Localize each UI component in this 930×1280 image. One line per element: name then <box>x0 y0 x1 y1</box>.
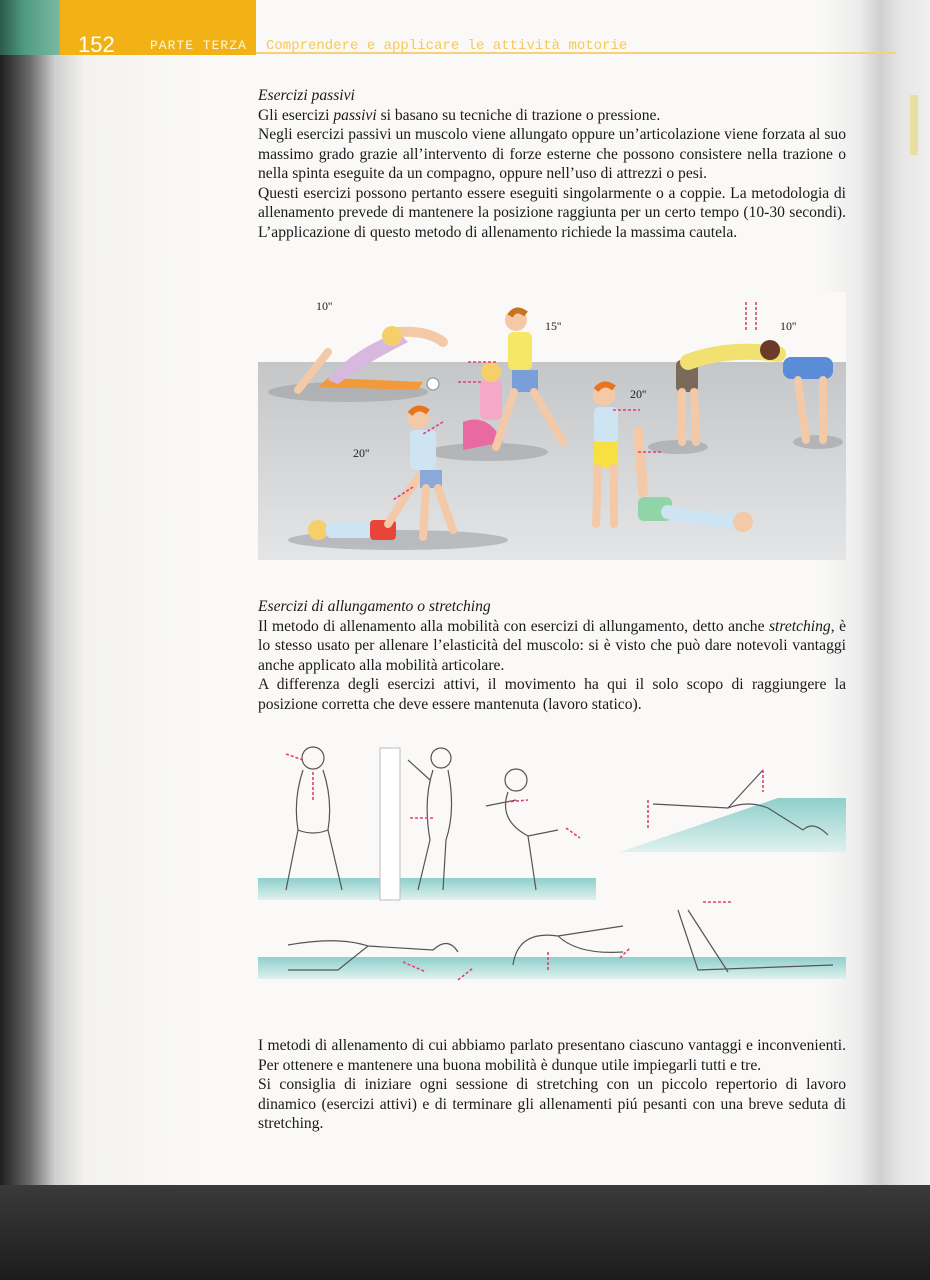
paragraph: Negli esercizi passivi un muscolo viene allungato oppure un’articolazione viene forzata al suo massimo grado grazie all’intervento di forze esterne che possono consistere nella trazione o nella spinta eseguite da un compagno, oppure nell’uso di attrezzi o pesi. <box>258 126 846 182</box>
text-run: Gli esercizi <box>258 106 334 124</box>
text-run: si basano su tecniche di trazione o pressione. <box>376 106 661 124</box>
section-passive-exercises <box>258 86 846 242</box>
time-label: 20'' <box>353 446 370 460</box>
time-label: 20'' <box>630 387 647 401</box>
left-color-tab <box>0 0 60 55</box>
stretch-arrows <box>286 754 763 980</box>
scan-bottom-shadow <box>0 1185 930 1280</box>
text-run: , è lo stesso usato per allenare l’elasticità del muscolo: si è visto che può dare notevoli vantaggi anche applicato alla mobilità articolare. <box>258 617 846 674</box>
emphasis: passivi <box>333 106 377 124</box>
wall-post <box>380 748 400 900</box>
section-heading: Esercizi di allungamento o stretching <box>258 598 491 615</box>
time-label: 10'' <box>316 299 333 313</box>
emphasis: stretching <box>768 617 831 635</box>
passive-exercises-illustration <box>258 292 846 560</box>
section-stretching <box>258 597 846 714</box>
floor-strip <box>258 878 596 900</box>
paragraph <box>258 617 846 676</box>
section-conclusion <box>258 1036 846 1134</box>
page-number: 152 <box>78 32 115 57</box>
paragraph: I metodi di allenamento di cui abbiamo parlato presentano ciascuno vantaggi e inconvenienti. Per ottenere e mantenere una buona mobilità è dunque utile impiegarli tutti e tre. <box>258 1037 846 1074</box>
paragraph: A differenza degli esercizi attivi, il movimento ha qui il solo scopo di raggiungere la posizione corretta che deve essere mantenuta (lavoro statico). <box>258 676 846 713</box>
stretch-figures <box>286 747 833 972</box>
stretching-exercises-illustration <box>258 740 846 1008</box>
paragraph: Si consiglia di iniziare ogni sessione di stretching con un piccolo repertorio di lavoro dinamico (esercizi attivi) e di terminare gli allenamenti piú pesanti con una breve seduta di stretching. <box>258 1076 846 1132</box>
section-heading: Esercizi passivi <box>258 87 355 104</box>
time-label: 15'' <box>545 319 562 333</box>
next-page-edge <box>910 95 918 155</box>
part-label: PARTE TERZA <box>150 38 247 53</box>
paragraph: Questi esercizi possono pertanto essere eseguiti singolarmente o a coppie. La metodologia di allenamento prevede di mantenere la posizione raggiunta per un certo tempo (10-30 secondi). L’applicazione di questo metodo di allenamento richiede la massima cautela. <box>258 184 846 241</box>
paragraph <box>258 106 846 126</box>
text-run: Il metodo di allenamento alla mobilità con esercizi di allungamento, detto anche <box>258 617 769 635</box>
chapter-title: Comprendere e applicare le attività motorie <box>266 38 628 54</box>
time-label: 10'' <box>780 319 797 333</box>
